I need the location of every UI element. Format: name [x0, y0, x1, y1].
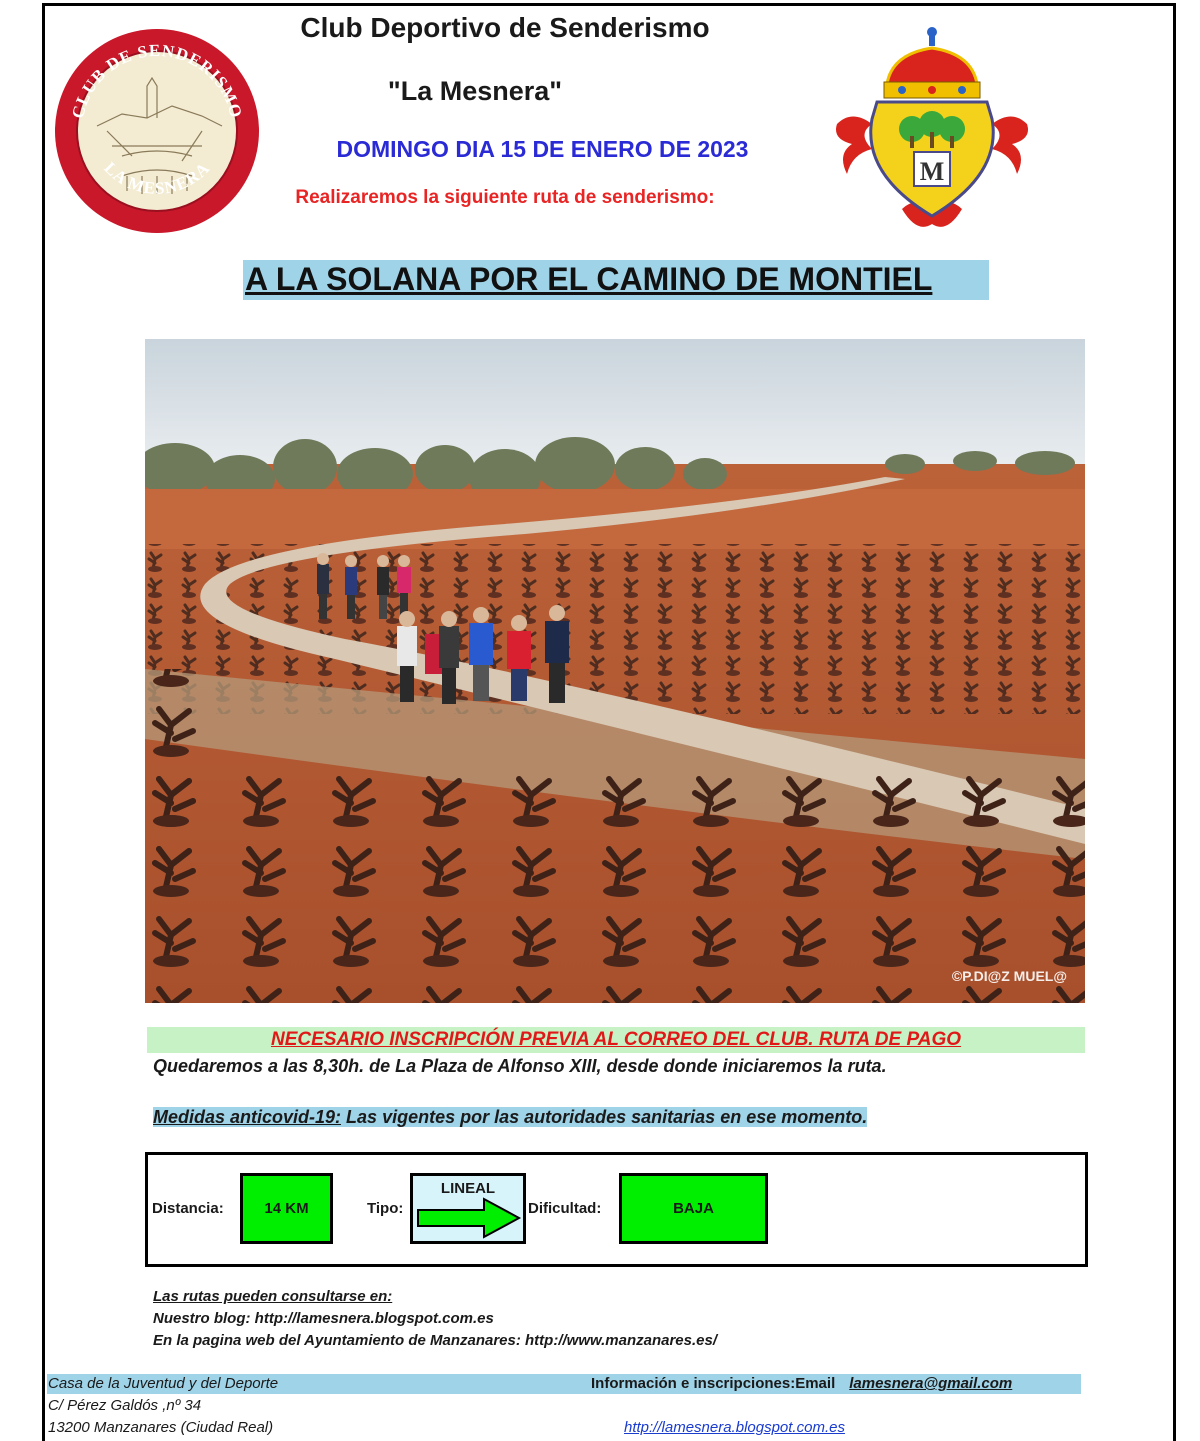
difficulty-label: Dificultad: — [528, 1200, 602, 1217]
club-logo — [52, 26, 262, 236]
logo-bottom-text: LA MESNERA — [100, 158, 214, 198]
routes-info-header: Las rutas pueden consultarse en: — [153, 1288, 393, 1305]
type-box — [410, 1173, 526, 1244]
route-photo — [145, 339, 1085, 1003]
route-title: A LA SOLANA POR EL CAMINO DE MONTIEL — [243, 260, 989, 300]
registration-notice: NECESARIO INSCRIPCIÓN PREVIA AL CORREO DEL CLUB. RUTA DE PAGO — [147, 1027, 1085, 1053]
club-nickname: "La Mesnera" — [387, 76, 563, 106]
footer-city: 13200 Manzanares (Ciudad Real) — [48, 1419, 274, 1436]
routes-info-blog: Nuestro blog: http://lamesnera.blogspot.com.es — [153, 1310, 494, 1327]
photo-credit: ©P.DI@Z MUEL@ — [951, 968, 1067, 984]
meeting-text: Quedaremos a las 8,30h. de La Plaza de Alfonso XIII, desde donde iniciaremos la ruta. — [153, 1056, 887, 1076]
coat-letter: M — [919, 157, 945, 186]
covid-text: Las vigentes por las autoridades sanitarias en ese momento. — [341, 1107, 868, 1127]
arrow-right-icon — [416, 1196, 522, 1240]
footer-place: Casa de la Juventud y del Deporte — [48, 1375, 279, 1392]
covid-measures — [153, 1105, 867, 1130]
difficulty-value: BAJA — [619, 1173, 768, 1244]
club-name: Club Deportivo de Senderismo — [300, 12, 710, 43]
footer-contact — [591, 1375, 1012, 1392]
footer-street: C/ Pérez Galdós ,nº 34 — [48, 1397, 202, 1414]
distance-label: Distancia: — [152, 1200, 224, 1217]
type-label: Tipo: — [367, 1200, 404, 1217]
routes-info — [153, 1286, 717, 1352]
footer-blog-link[interactable]: http://lamesnera.blogspot.com.es — [624, 1419, 845, 1436]
event-date: DOMINGO DIA 15 DE ENERO DE 2023 — [336, 136, 749, 162]
footer-email[interactable]: lamesnera@gmail.com — [849, 1375, 1013, 1392]
type-value: LINEAL — [440, 1180, 496, 1197]
covid-label: Medidas anticovid-19: — [153, 1107, 342, 1127]
coat-of-arms — [832, 24, 1032, 242]
distance-value: 14 KM — [240, 1173, 333, 1244]
routes-info-web: En la pagina web del Ayuntamiento de Manzanares: http://www.manzanares.es/ — [153, 1332, 718, 1349]
intro-text: Realizaremos la siguiente ruta de senderismo: — [295, 187, 715, 208]
footer-contact-label: Información e inscripciones:Email — [591, 1375, 836, 1392]
logo-top-text: CLUB DE SENDERISMO — [68, 40, 246, 121]
